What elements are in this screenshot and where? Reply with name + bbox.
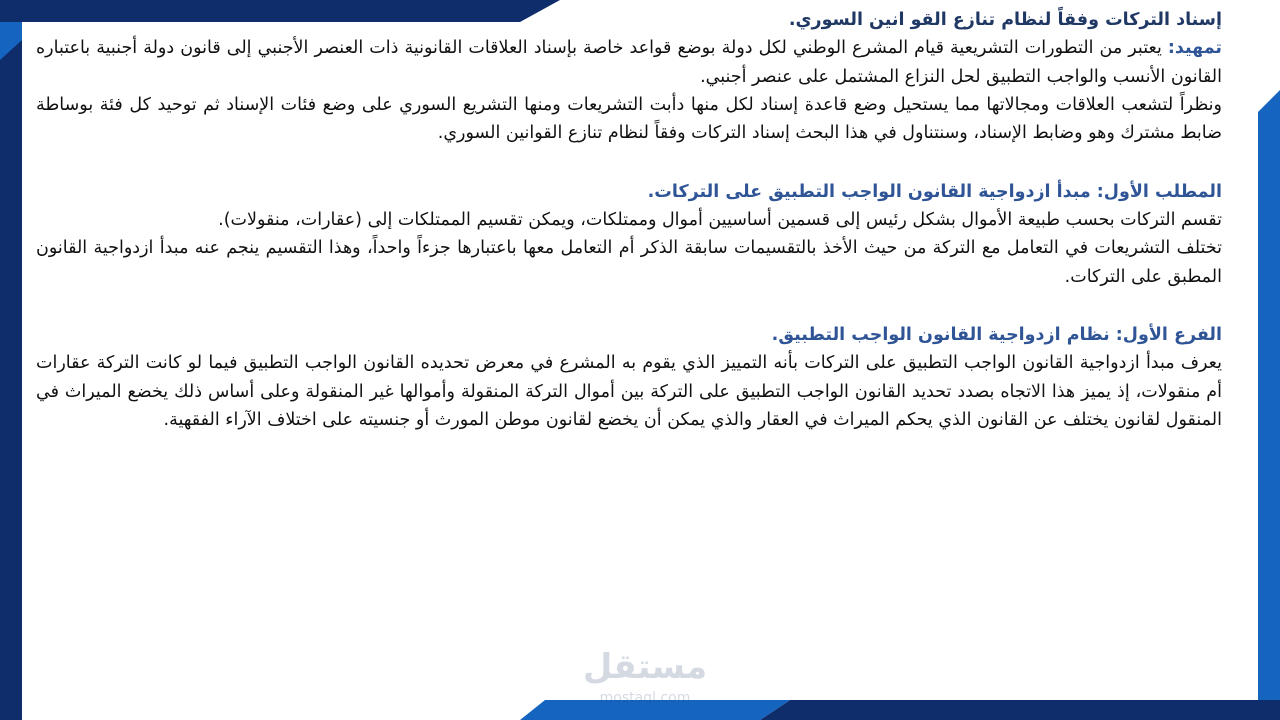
intro-paragraph: [36, 34, 1222, 91]
section2-paragraph-1: يعرف مبدأ ازدواجية القانون الواجب التطبيق على التركات بأنه التمييز الذي يقوم به المشرع في معرض تحديده القانون الواجب التطبيق فيما لو كانت التركة عقارات أم منقولات، إذ يميز هذا الاتجاه بصدد تحديد القانون الواجب التطبيق على التركة بين أموال التركة المنقولة وأموالها غير المنقولة وعلى أساس ذلك يخضع الميراث في المنقول لقانون يختلف عن القانون الذي يحكم الميراث في العقار والذي يمكن أن يخضع لقانون موطن المورث أو جنسيته على اختلاف الآراء الفقهية.: [36, 353, 1222, 431]
spacer: [36, 291, 1222, 321]
watermark-domain: mostaql.com: [599, 690, 691, 706]
document-body: [36, 6, 1222, 434]
section2-title: الفرع الأول: نظام ازدواجية القانون الواجب التطبيق.: [771, 325, 1222, 346]
document-title: إسناد التركات وفقاً لنظام تنازع القو انين السوري.: [788, 10, 1222, 30]
right-blue-strip: [1258, 90, 1280, 720]
left-navy-strip: [0, 0, 22, 720]
section1-title: المطلب الأول: مبدأ ازدواجية القانون الواجب التطبيق على التركات.: [647, 181, 1222, 202]
section1-paragraph-2: تختلف التشريعات في التعامل مع التركة من حيث الأخذ بالتقسيمات سابقة الذكر أم التعامل معها باعتبارها جزءاً واحداً، وهذا التقسيم ينجم عنه مبدأ ازدواجية القانون المطبق على التركات.: [36, 238, 1222, 287]
section1-paragraph-1: تقسم التركات بحسب طبيعة الأموال بشكل رئيس إلى قسمين أساسيين أموال وممتلكات، ويمكن تقسيم الممتلكات إلى (عقارات، منقولات).: [218, 210, 1222, 231]
intro-lead: تمهيد:: [1167, 38, 1222, 59]
bottom-blue-band: [520, 700, 790, 720]
watermark-brand: مستقل: [582, 647, 708, 687]
intro-paragraph-2: ونظراً لتشعب العلاقات ومجالاتها مما يستحيل وضع قاعدة إسناد لكل منها دأبت التشريعات ومنها التشريع السوري على وضع فئات الإسناد ثم توحيد كل فئة بوساطة ضابط مشترك وهو وضابط الإسناد، وسنتناول في هذا البحث إسناد التركات وفقاً لنظام تنازع القوانين السوري.: [36, 95, 1222, 144]
intro-text: يعتبر من التطورات التشريعية قيام المشرع الوطني لكل دولة بوضع قواعد خاصة بإسناد العلاقات القانونية ذات العنصر الأجنبي إلى قانون دولة أجنبية باعتباره القانون الأنسب والواجب التطبيق لحل النزاع المشتمل على عنصر أجنبي.: [36, 38, 1222, 87]
spacer: [36, 148, 1222, 178]
bottom-navy-band: [760, 700, 1280, 720]
